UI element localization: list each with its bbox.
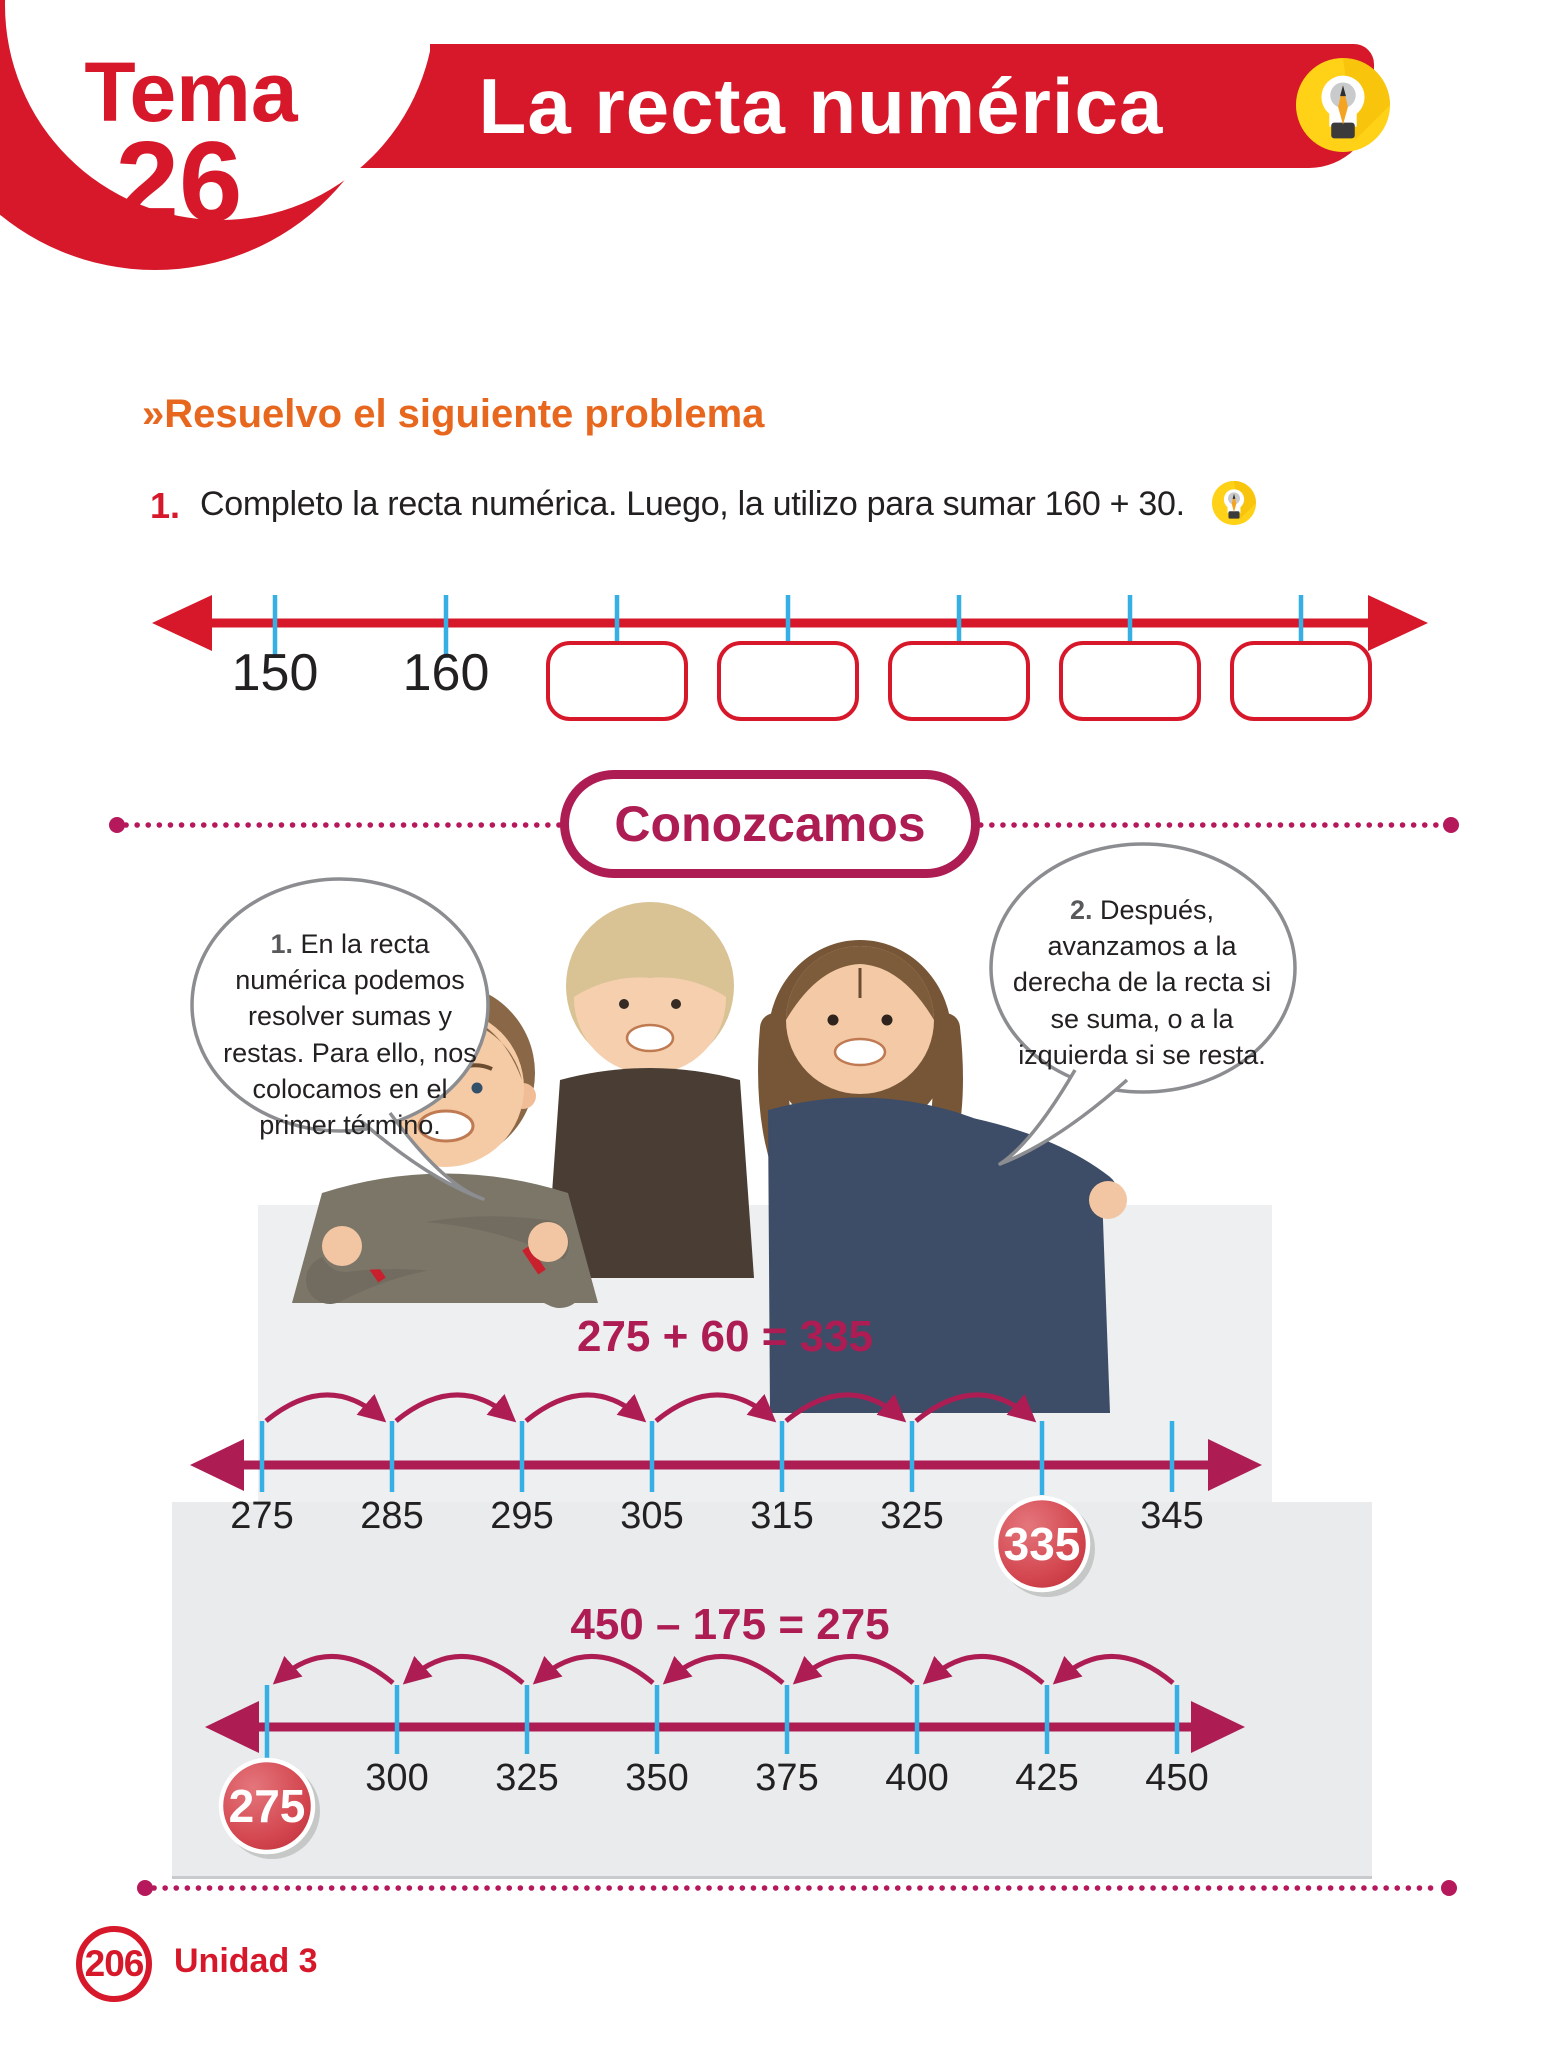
hop-arcs-right (266, 1395, 1030, 1421)
tick-label: 275 (230, 1495, 294, 1537)
tick-label: 450 (1145, 1757, 1209, 1799)
hop-arcs-left (279, 1656, 1173, 1683)
lightbulb-pencil-icon (1294, 56, 1392, 154)
result-badge (996, 1498, 1095, 1597)
speech-bubble-2-text: 2. Después, avanzamos a la derecha de la recta si se suma, o a la izquierda si se resta. (1012, 895, 1272, 1070)
page-number: 206 (84, 1943, 144, 1984)
section-pill-label: Conozcamos (614, 796, 926, 852)
bubble-number: 1. (270, 929, 293, 959)
unit-label: Unidad 3 (174, 1942, 318, 1980)
tick-marks (267, 1685, 1177, 1758)
tick-label: 400 (885, 1757, 949, 1799)
bubble-tail (1000, 1070, 1127, 1164)
addition-equation: 275 + 60 = 335 (576, 1312, 874, 1361)
tick-label: 285 (360, 1495, 424, 1537)
answer-box[interactable] (719, 643, 857, 719)
tick-label: 160 (402, 644, 490, 702)
right-arrowhead (1191, 1701, 1245, 1753)
bubble-number: 2. (1069, 895, 1093, 925)
tick-label: 150 (231, 644, 319, 702)
problem-number: 1. (150, 485, 181, 526)
left-arrowhead (205, 1701, 259, 1753)
subtraction-equation: 450 – 175 = 275 (570, 1600, 890, 1649)
tick-label: 425 (1015, 1757, 1079, 1799)
right-arrowhead (1368, 595, 1428, 651)
problem-text: Completo la recta numérica. Luego, la utilizo para sumar 160 + 30. (200, 485, 1185, 523)
child-middle (546, 902, 754, 1278)
tema-number: 26 (115, 119, 243, 246)
answer-box[interactable] (548, 643, 686, 719)
answer-box[interactable] (890, 643, 1028, 719)
left-arrowhead (190, 1439, 244, 1491)
result-badge (221, 1760, 320, 1859)
tick-label: 305 (620, 1495, 684, 1537)
result-badge-value: 335 (1003, 1518, 1081, 1570)
tick-label: 295 (490, 1495, 554, 1537)
section-heading: »Resuelvo el siguiente problema (142, 392, 765, 436)
result-badge-value: 275 (228, 1780, 306, 1832)
speech-bubble-1-text: 1. En la recta numérica podemos resolver sumas y restas. Para ello, nos colocamos en el primer término. (223, 929, 477, 1140)
left-arrowhead (152, 595, 212, 651)
activity-number-line (140, 570, 1440, 755)
lightbulb-pencil-icon (1211, 480, 1257, 526)
tick-label: 315 (750, 1495, 814, 1537)
tema-label: Tema (84, 45, 298, 139)
problem-item (150, 484, 1257, 527)
tick-label: 345 (1140, 1495, 1204, 1537)
tick-label: 375 (755, 1757, 819, 1799)
page-number-badge (76, 1926, 152, 2002)
tick-label: 350 (625, 1757, 689, 1799)
addition-number-line (180, 1335, 1270, 1605)
answer-box[interactable] (1061, 643, 1199, 719)
tick-label: 300 (365, 1757, 429, 1799)
tick-label: 325 (495, 1757, 559, 1799)
answer-box[interactable] (1232, 643, 1370, 719)
right-arrowhead (1208, 1439, 1262, 1491)
topic-title: La recta numérica (478, 61, 1164, 150)
tick-label: 325 (880, 1495, 944, 1537)
tick-marks (262, 1421, 1172, 1495)
